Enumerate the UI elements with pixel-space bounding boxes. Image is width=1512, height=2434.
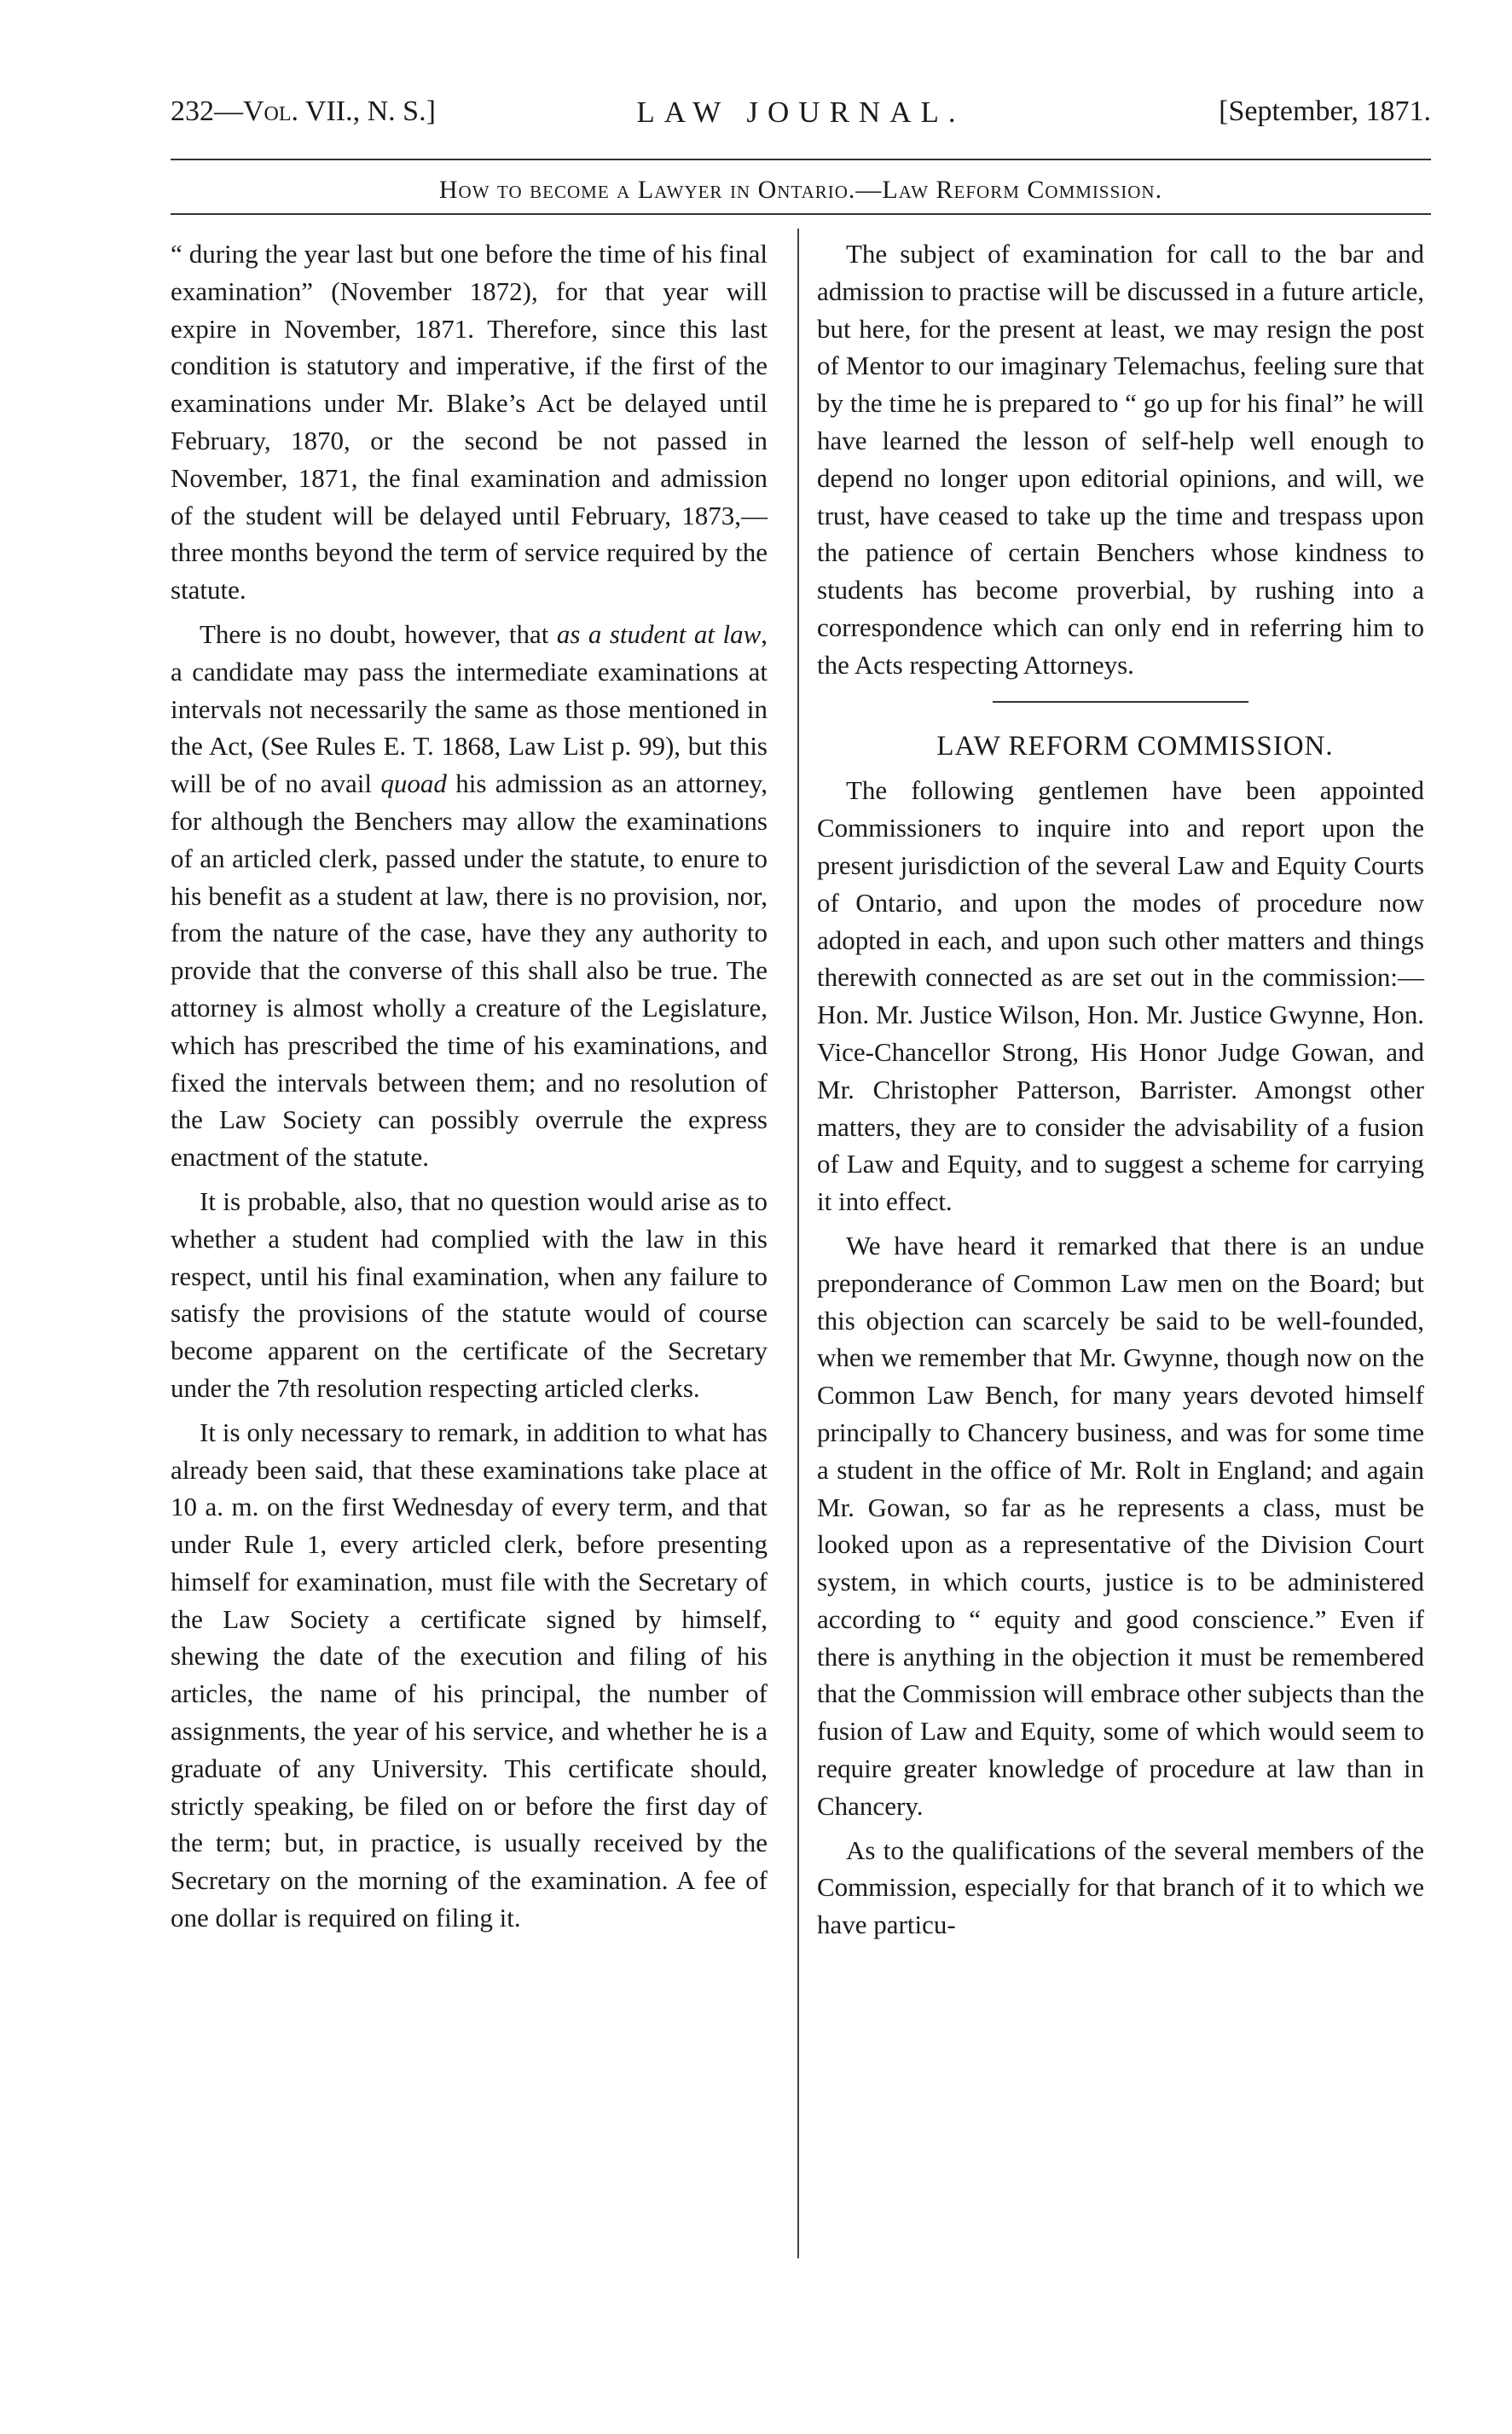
paragraph: It is only necessary to remark, in addition to what has already been said, that these examinations take place at 10 a. m. on the first Wednesday of every term, and that under Rule 1, every articled clerk, before presenting himself for examination, must file with the Secretary of the Law Society a certificate signed by himself, shewing the date of the execution and filing of his articles, the name of his principal, the number of assignments, the year of his service, and whether he is a graduate of any University. This certificate should, strictly speaking, be filed on or before the first day of the term; but, in practice, is usually received by the Secretary on the morning of the examination. A fee of one dollar is required on filing it.: [171, 1417, 768, 1933]
paragraph: As to the qualifications of the several members of the Commission, especially for that branch of it to which we have particu-: [817, 1834, 1424, 1940]
italic-phrase: quoad: [380, 768, 447, 799]
left-column: [171, 235, 768, 1944]
paragraph: We have heard it remarked that there is an undue preponderance of Common Law men on the Board; but this objection can scarcely be said to be well-founded, when we remember that Mr. Gwynne, though now on the Common Law Bench, for many years devoted himself principally to Chancery business, and was for some time a student in the office of Mr. Rolt in England; and again Mr. Gowan, so far as he represents a class, must be looked upon as a representative of the Division Court system, in which courts, justice is to be administered according to “ equity and good conscience.” Even if there is anything in the objection it must be remembered that the Commission will embrace other subjects than the fusion of Law and Equity, some of which would seem to require greater knowledge of procedure at law than in Chancery.: [817, 1230, 1424, 1821]
paragraph: The subject of examination for call to the bar and admission to practise will be discussed in a future article, but here, for the present at least, we may resign the post of Mentor to our imaginary Telemachus, feeling sure that by the time he is prepared to “ go up for his final” he will have learned the lesson of self-help well enough to depend no longer upon editorial opinions, and will, we trust, have ceased to take up the time and trespass upon the patience of certain Benchers whose kindness to students has become proverbial, by rushing into a correspondence which can only end in referring him to the Acts respecting Attorneys.: [817, 239, 1424, 680]
header-rule-top: [171, 159, 1431, 160]
running-head: [171, 96, 1431, 138]
paragraph: “ during the year last but one before the time of his final examination” (November 1872), for that year will expire in November, 1871. Therefore, since this last condition is statutory and imperative, if the first of the examinations under Mr. Blake’s Act be delayed until February, 1870, or the second be not passed in November, 1871, the final examination and admission of the student will be delayed until February, 1873,—three months beyond the term of service required by the statute.: [171, 239, 768, 606]
paragraph: There is no doubt, however, that as a student at law, a candidate may pass the intermediate examinations at intervals not necessarily the same as those mentioned in the Act, (See Rules E. T. 1868, Law List p. 99), but this will be of no avail quoad his admission as an attorney, for although the Benchers may allow the examinations of an articled clerk, passed under the statute, to enure to his benefit as a student at law, there is no provision, nor, from the nature of the case, have they any authority to provide that the converse of this shall also be true. The attorney is almost wholly a creature of the Legislature, which has prescribed the time of his examinations, and fixed the intervals between them; and no resolution of the Law Society can possibly overrule the express enactment of the statute.: [171, 618, 768, 1173]
running-head-date: [September, 1871.: [1219, 96, 1431, 127]
section-heading: How to become a Lawyer in Ontario.—Law Reform Commission.: [438, 176, 1163, 204]
article-title: LAW REFORM COMMISSION.: [936, 730, 1334, 762]
running-head-volume: 232—Vol. VII., N. S.]: [171, 96, 436, 127]
italic-phrase: as a student at law: [556, 618, 762, 649]
paragraph: It is probable, also, that no question would arise as to whether a student had complied with the law in this respect, until his final examination, when any failure to satisfy the provisions of the statute would of course become apparent on the certificate of the Secretary under the 7th resolution respecting articled clerks.: [171, 1185, 768, 1403]
header-rule-bottom: [171, 213, 1431, 215]
right-column: [817, 235, 1424, 1950]
column-divider: [797, 229, 799, 2258]
article-separator-rule: [993, 701, 1248, 703]
paragraph: The following gentlemen have been appointed Commissioners to inquire into and report upon the present jurisdiction of the several Law and Equity Courts of Ontario, and upon the modes of procedure now adopted in each, and upon such other matters and things therewith connected as are set out in the commission:— Hon. Mr. Justice Wilson, Hon. Mr. Justice Gwynne, Hon. Vice-Chancellor Strong, His Honor Judge Gowan, and Mr. Christopher Patterson, Barrister. Amongst other matters, they are to consider the advisability of a fusion of Law and Equity, and to suggest a scheme for carrying it into effect.: [817, 775, 1424, 1217]
running-head-journal-title: LAW JOURNAL.: [636, 96, 965, 129]
